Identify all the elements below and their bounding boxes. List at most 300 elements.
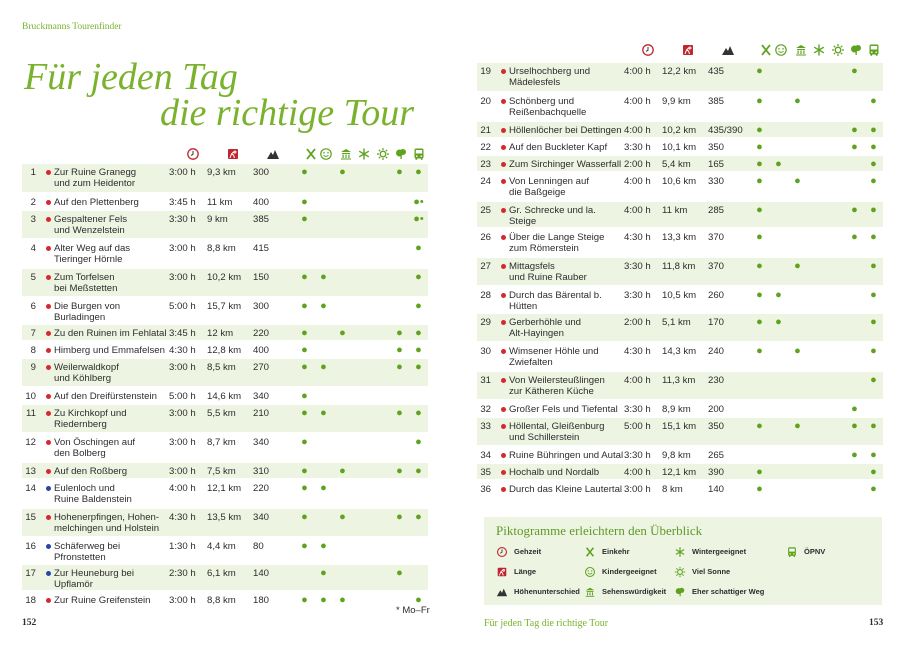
tour-number: 12 xyxy=(25,437,36,448)
elevation: 220 xyxy=(253,483,270,494)
monument-icon xyxy=(339,147,353,161)
elevation: 350 xyxy=(708,417,750,446)
monument-icon xyxy=(584,586,596,598)
pictogram-cell xyxy=(826,138,845,155)
distance: 14,6 km xyxy=(207,391,242,402)
tour-name xyxy=(54,297,169,324)
region-marker xyxy=(42,341,54,358)
tour-name xyxy=(54,479,169,508)
pictogram-cell xyxy=(769,228,788,257)
tour-number: 30 xyxy=(480,346,491,357)
table-row xyxy=(477,286,883,313)
pictogram-cell: ● xyxy=(314,564,333,591)
pictogram-cell xyxy=(826,228,845,257)
region-marker xyxy=(497,228,509,257)
walk-time: 2:00 h xyxy=(624,313,662,342)
walk-time: 3:00 h xyxy=(624,484,651,495)
legend-hoehe: Höhenunterschied xyxy=(514,586,580,598)
pictogram-cell: ● xyxy=(320,300,327,312)
elevation: 140 xyxy=(708,484,725,495)
legend-title: Piktogramme erleichtern den Überblick xyxy=(496,523,703,538)
region-dot xyxy=(501,349,506,354)
table-row xyxy=(477,172,883,201)
tour-name-line: Wimsener Höhle und xyxy=(509,346,599,357)
pictogram-cell xyxy=(390,297,409,324)
pictogram-cell xyxy=(390,210,409,239)
tour-number: 33 xyxy=(477,417,497,446)
tour-number: 13 xyxy=(22,462,42,479)
pictogram-cell xyxy=(826,257,845,286)
pictogram-cell xyxy=(807,121,826,138)
pictogram-cell xyxy=(845,371,864,400)
walk-time: 4:00 h xyxy=(624,201,662,228)
legend-winter: Wintergeeignet xyxy=(692,546,746,558)
table-row xyxy=(477,228,883,257)
distance: 12,2 km xyxy=(662,63,708,92)
distance: 10,2 km xyxy=(207,268,253,297)
pictogram-cell xyxy=(807,463,826,480)
pictogram-cell: ● xyxy=(845,417,864,446)
tour-name-line: Riedernberg xyxy=(54,419,107,430)
pictogram-cell xyxy=(845,172,864,201)
tour-number: 34 xyxy=(480,450,491,461)
pictogram-cell: ● xyxy=(756,95,763,107)
tour-name xyxy=(509,480,624,497)
walk-time: 3:45 h xyxy=(169,324,207,341)
pictogram-cell: ● xyxy=(301,196,308,208)
tour-name xyxy=(509,313,624,342)
pictogram-cell xyxy=(371,564,390,591)
pictogram-cell: ● xyxy=(794,175,801,187)
pictogram-cell: ● xyxy=(295,508,314,537)
pictogram-cell xyxy=(371,591,390,608)
pictogram-cell: ● xyxy=(851,141,858,153)
region-dot xyxy=(46,598,51,603)
region-dot xyxy=(46,469,51,474)
pictogram-cell xyxy=(769,446,788,463)
legend-einkehr: Einkehr xyxy=(602,546,630,558)
pictogram-cell xyxy=(826,446,845,463)
pictogram-cell xyxy=(295,239,314,268)
tour-name-line: Ruine Bühringen und Autal xyxy=(509,450,624,461)
table-row xyxy=(22,358,428,387)
tour-number: 25 xyxy=(477,201,497,228)
pictogram-cell: ● xyxy=(756,289,763,301)
pictogram-cell xyxy=(788,463,807,480)
pictogram-cell xyxy=(750,446,769,463)
pictogram-cell xyxy=(788,155,807,172)
pictogram-cell xyxy=(371,341,390,358)
pictogram-cell xyxy=(333,341,352,358)
pictogram-cell xyxy=(333,239,352,268)
region-dot xyxy=(46,348,51,353)
walk-time: 4:00 h xyxy=(624,176,651,187)
pictogram-cell: ● xyxy=(320,540,327,552)
elevation: 240 xyxy=(708,346,725,357)
pictogram-cell xyxy=(409,387,428,404)
tour-name-line: Zum Sirchinger Wasserfall xyxy=(509,159,622,170)
tour-name xyxy=(54,239,169,268)
pictogram-cell xyxy=(295,564,314,591)
table-row xyxy=(477,446,883,463)
tour-name-line: Zwiefalten xyxy=(509,357,553,368)
pictogram-cell xyxy=(750,371,769,400)
pictogram-cell xyxy=(371,210,390,239)
region-marker xyxy=(42,210,54,239)
pictogram-cell xyxy=(769,201,788,228)
pictogram-cell: ● xyxy=(295,324,314,341)
distance: 9,9 km xyxy=(662,96,691,107)
tour-number: 28 xyxy=(480,290,491,301)
pictogram-cell xyxy=(826,155,845,172)
pictogram-cell: ● xyxy=(750,201,769,228)
pictogram-cell xyxy=(807,92,826,121)
pictogram-cell: ● xyxy=(788,417,807,446)
region-dot xyxy=(501,99,506,104)
pictogram-cell: ● xyxy=(295,462,314,479)
smiley-icon xyxy=(319,147,333,161)
tour-name-line: Auf den Plettenberg xyxy=(54,197,139,208)
pictogram-cell: ● xyxy=(314,404,333,433)
walk-time: 5:00 h xyxy=(624,417,662,446)
region-marker xyxy=(42,239,54,268)
tour-name-line: Höllental, Gleißenburg xyxy=(509,421,605,432)
pictogram-cell: ● xyxy=(750,417,769,446)
walk-time: 5:00 h xyxy=(169,301,196,312)
pictogram-cell xyxy=(864,63,883,92)
elevation: 330 xyxy=(708,176,725,187)
table-row xyxy=(22,462,428,479)
tour-name xyxy=(509,63,624,92)
pictogram-cell xyxy=(807,138,826,155)
tour-name xyxy=(54,341,169,358)
pictogram-cell: ● xyxy=(396,344,403,356)
region-marker xyxy=(497,257,509,286)
region-dot xyxy=(501,69,506,74)
pictogram-cell: ● xyxy=(415,436,422,448)
pictogram-cell xyxy=(769,92,788,121)
tour-number: 26 xyxy=(480,232,491,243)
tour-name xyxy=(509,463,624,480)
tour-name-line: Über die Lange Steige xyxy=(509,232,605,243)
tour-name xyxy=(509,155,624,172)
pictogram-cell xyxy=(390,268,409,297)
region-dot xyxy=(46,304,51,309)
pictogram-cell xyxy=(352,210,371,239)
elevation: 340 xyxy=(253,508,295,537)
tour-number: 6 xyxy=(30,301,36,312)
pictogram-cell: ● xyxy=(870,345,877,357)
tour-number: 22 xyxy=(480,142,491,153)
mountain-icon xyxy=(721,43,735,57)
tour-name-line: Eulenloch und xyxy=(54,483,115,494)
walk-time: 3:00 h xyxy=(169,595,196,606)
region-marker xyxy=(42,537,54,564)
pictogram-cell: ● xyxy=(390,462,409,479)
pictogram-cell xyxy=(750,400,769,417)
column-icons-left xyxy=(186,147,426,161)
tour-number: 23 xyxy=(477,155,497,172)
region-dot xyxy=(46,275,51,280)
tour-number: 31 xyxy=(477,371,497,400)
distance: 8,5 km xyxy=(207,358,253,387)
pictogram-cell xyxy=(845,257,864,286)
pictogram-cell: ● xyxy=(409,462,428,479)
pictogram-cell: ● xyxy=(870,289,877,301)
pictogram-cell: ● xyxy=(845,201,864,228)
region-marker xyxy=(497,342,509,371)
tour-number: 16 xyxy=(25,541,36,552)
pictogram-cell: ● xyxy=(756,483,763,495)
region-marker xyxy=(497,201,509,228)
pictogram-cell: ● xyxy=(415,594,422,606)
tour-name-line: Weilerwaldkopf xyxy=(54,362,119,373)
pictogram-cell xyxy=(845,155,864,172)
pictogram-cell xyxy=(371,508,390,537)
tour-name-line: den Bolberg xyxy=(54,448,106,459)
pictogram-cell: ● xyxy=(409,508,428,537)
region-dot xyxy=(501,235,506,240)
pictogram-cell: ● xyxy=(301,482,308,494)
pictogram-cell xyxy=(314,210,333,239)
pictogram-cell xyxy=(788,121,807,138)
pictogram-cell xyxy=(826,201,845,228)
walk-time: 3:30 h xyxy=(624,404,651,415)
tour-table-left xyxy=(22,164,428,609)
elevation: 230 xyxy=(708,371,750,400)
pictogram-cell xyxy=(352,404,371,433)
region-marker xyxy=(497,286,509,313)
tour-number: 21 xyxy=(477,121,497,138)
region-marker xyxy=(42,479,54,508)
pictogram-cell xyxy=(333,297,352,324)
distance: 6,1 km xyxy=(207,564,253,591)
hiker-icon xyxy=(496,566,508,578)
tour-name-line: und zum Heidentor xyxy=(54,178,136,189)
pictogram-cell: ● xyxy=(870,95,877,107)
walk-time: 4:00 h xyxy=(624,96,651,107)
pictogram-cell xyxy=(807,446,826,463)
pictogram-cell xyxy=(807,228,826,257)
elevation: 415 xyxy=(253,243,270,254)
pictogram-cell xyxy=(314,387,333,404)
legend-oepnv: ÖPNV xyxy=(804,546,825,558)
pictogram-cell: ● xyxy=(301,594,308,606)
pictogram-cell xyxy=(769,417,788,446)
distance: 8,8 km xyxy=(207,243,236,254)
pictogram-cell: ● xyxy=(301,540,308,552)
snowflake-icon xyxy=(357,147,371,161)
pictogram-cell xyxy=(788,63,807,92)
pictogram-cell: ● xyxy=(870,449,877,461)
table-row xyxy=(477,155,883,172)
table-row xyxy=(477,138,883,155)
pictogram-cell: ● xyxy=(851,449,858,461)
region-dot xyxy=(501,487,506,492)
table-row xyxy=(477,92,883,121)
region-dot xyxy=(501,145,506,150)
pictogram-cell xyxy=(371,358,390,387)
walk-time: 4:30 h xyxy=(169,345,196,356)
distance: 10,2 km xyxy=(662,121,708,138)
tour-name-line: Auf den Dreifürstenstein xyxy=(54,391,157,402)
tour-name-line: Zur Ruine Greifenstein xyxy=(54,595,151,606)
tour-number: 36 xyxy=(480,484,491,495)
region-marker xyxy=(497,138,509,155)
pictogram-cell: ● xyxy=(409,324,428,341)
distance: 11 km xyxy=(662,201,708,228)
tour-name xyxy=(54,164,169,193)
pictogram-cell: ● xyxy=(295,164,314,193)
pictogram-cell: ● xyxy=(295,268,314,297)
pictogram-cell: ● xyxy=(333,164,352,193)
table-row xyxy=(477,480,883,497)
pictogram-cell xyxy=(371,387,390,404)
pictogram-cell: ● xyxy=(750,463,769,480)
tour-name-line: Mittagsfels xyxy=(509,261,555,272)
distance: 14,3 km xyxy=(662,346,697,357)
region-marker xyxy=(497,172,509,201)
pictogram-cell xyxy=(314,164,333,193)
monument-icon xyxy=(794,43,808,57)
legend-schatten: Eher schattiger Weg xyxy=(692,586,764,598)
pictogram-cell: ● xyxy=(320,482,327,494)
pictogram-cell xyxy=(352,387,371,404)
walk-time: 3:00 h xyxy=(169,164,207,193)
tour-number: 10 xyxy=(25,391,36,402)
legend-laenge: Länge xyxy=(514,566,536,578)
region-dot xyxy=(501,320,506,325)
region-dot xyxy=(501,470,506,475)
pictogram-cell xyxy=(788,201,807,228)
pictogram-cell: ● xyxy=(301,390,308,402)
pictogram-cell xyxy=(807,371,826,400)
pictogram-cell xyxy=(769,172,788,201)
pictogram-cell: ● xyxy=(870,141,877,153)
distance: 9,8 km xyxy=(662,450,691,461)
distance: 12,1 km xyxy=(662,463,708,480)
elevation: 385 xyxy=(708,96,725,107)
elevation: 400 xyxy=(253,197,270,208)
pictogram-cell xyxy=(807,417,826,446)
region-dot xyxy=(46,440,51,445)
pictogram-cell xyxy=(769,463,788,480)
title-line-2: die richtige Tour xyxy=(160,92,415,134)
bus-icon xyxy=(867,43,881,57)
pictogram-cell xyxy=(769,342,788,371)
pictogram-cell xyxy=(371,297,390,324)
pictogram-cell: ● xyxy=(851,403,858,415)
tour-number: 11 xyxy=(22,404,42,433)
distance: 9 km xyxy=(207,210,253,239)
region-dot xyxy=(46,170,51,175)
tour-name xyxy=(509,371,624,400)
region-marker xyxy=(497,463,509,480)
tour-number: 9 xyxy=(22,358,42,387)
pictogram-cell: ● xyxy=(864,257,883,286)
region-dot xyxy=(46,486,51,491)
pictogram-cell xyxy=(826,121,845,138)
table-row xyxy=(22,297,428,324)
sun-icon xyxy=(831,43,845,57)
pictogram-cell xyxy=(807,342,826,371)
distance: 13,5 km xyxy=(207,508,253,537)
tour-name xyxy=(509,257,624,286)
region-dot xyxy=(46,200,51,205)
region-marker xyxy=(42,358,54,387)
region-dot xyxy=(46,544,51,549)
pictogram-cell: ● xyxy=(750,121,769,138)
pictogram-cell xyxy=(314,193,333,210)
elevation: 150 xyxy=(253,268,295,297)
table-row xyxy=(22,479,428,508)
distance: 8,8 km xyxy=(207,595,236,606)
distance: 11,3 km xyxy=(662,371,708,400)
pictogram-cell xyxy=(807,480,826,497)
pictogram-cell: ● xyxy=(750,155,769,172)
tour-name xyxy=(509,121,624,138)
table-row xyxy=(22,210,428,239)
table-row xyxy=(22,404,428,433)
pictogram-cell xyxy=(333,358,352,387)
tour-name-line: Gr. Schrecke und la. Steige xyxy=(509,205,596,227)
clock-icon xyxy=(186,147,200,161)
pictogram-cell xyxy=(807,201,826,228)
pictogram-cell xyxy=(352,297,371,324)
table-row xyxy=(477,342,883,371)
pictogram-cell xyxy=(333,433,352,462)
bus-icon xyxy=(786,546,798,558)
tour-name xyxy=(54,433,169,462)
pictogram-cell xyxy=(314,508,333,537)
pictogram-cell xyxy=(314,462,333,479)
legend-gehzeit: Gehzeit xyxy=(514,546,541,558)
region-dot xyxy=(501,453,506,458)
pictogram-cell xyxy=(845,480,864,497)
pictogram-cell xyxy=(371,462,390,479)
pictogram-cell: ● xyxy=(333,324,352,341)
pictogram-cell: ● xyxy=(301,344,308,356)
distance: 10,1 km xyxy=(662,142,697,153)
walk-time: 4:30 h xyxy=(624,232,651,243)
pictogram-cell: ● xyxy=(415,344,422,356)
tour-name xyxy=(54,462,169,479)
pictogram-cell xyxy=(409,479,428,508)
region-dot xyxy=(501,208,506,213)
walk-time: 2:30 h xyxy=(169,564,207,591)
distance: 15,7 km xyxy=(207,301,242,312)
pictogram-legend xyxy=(484,517,882,605)
tour-number: 8 xyxy=(30,345,36,356)
walk-time: 3:30 h xyxy=(624,290,651,301)
elevation: 220 xyxy=(253,324,295,341)
cutlery-icon xyxy=(759,43,773,57)
walk-time: 3:00 h xyxy=(169,268,207,297)
tour-name xyxy=(54,268,169,297)
region-dot xyxy=(46,246,51,251)
region-marker xyxy=(497,63,509,92)
pictogram-cell: ● xyxy=(295,358,314,387)
pictogram-cell xyxy=(826,313,845,342)
pictogram-cell: ● xyxy=(750,63,769,92)
pictogram-cell xyxy=(788,286,807,313)
pictogram-cell: ● xyxy=(864,463,883,480)
pictogram-cell xyxy=(352,358,371,387)
pictogram-cell xyxy=(769,121,788,138)
pictogram-cell: ● xyxy=(390,404,409,433)
pictogram-cell xyxy=(826,63,845,92)
pictogram-cell: ● xyxy=(409,164,428,193)
